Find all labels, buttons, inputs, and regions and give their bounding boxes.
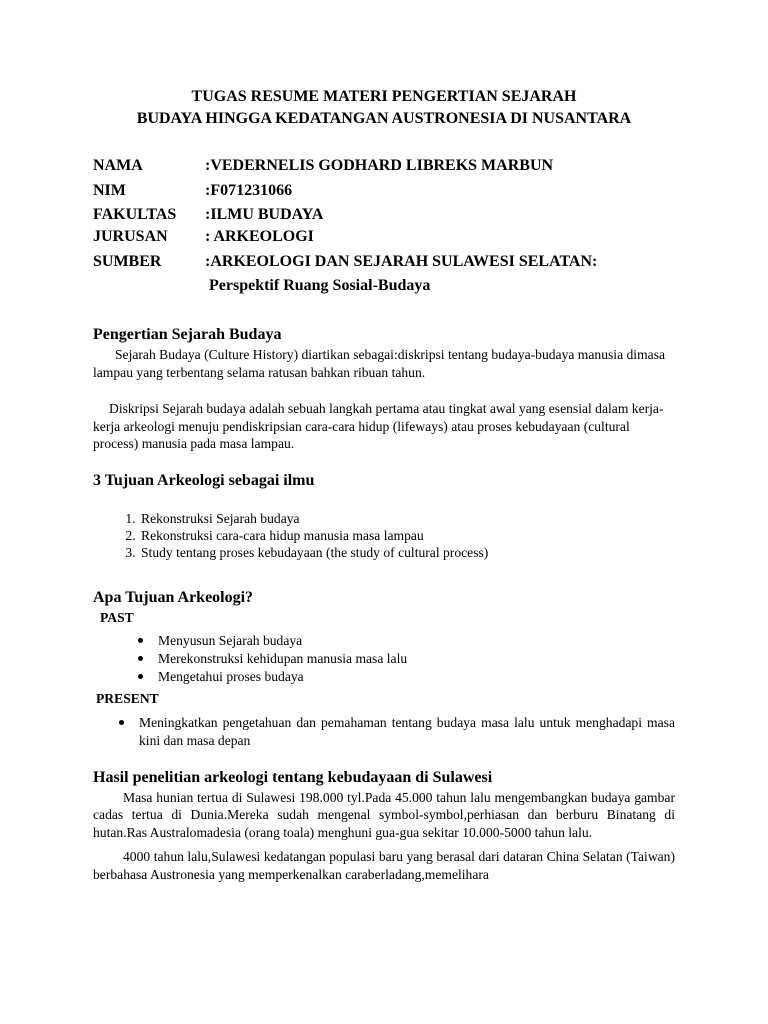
section-heading-apa-tujuan: Apa Tujuan Arkeologi?: [93, 588, 254, 606]
nama-label: NAMA: [93, 157, 143, 174]
document-title: [83, 86, 685, 130]
sumber-value: :ARKEOLOGI DAN SEJARAH SULAWESI SELATAN:: [205, 253, 598, 270]
tujuan-list: [93, 510, 675, 561]
title-line-2: BUDAYA HINGGA KEDATANGAN AUSTRONESIA DI NUSANTARA: [136, 110, 632, 127]
title-line-1: TUGAS RESUME MATERI PENGERTIAN SEJARAH: [191, 88, 577, 105]
sumber-label: SUMBER: [93, 253, 162, 270]
fakultas-value: :ILMU BUDAYA: [205, 206, 324, 223]
present-label: PRESENT: [96, 690, 159, 706]
list-item: Menyusun Sejarah budaya: [158, 632, 675, 650]
nim-row: [93, 179, 675, 203]
jurusan-row: [93, 226, 675, 248]
sumber-row: [93, 250, 675, 274]
past-list: [93, 632, 675, 686]
paragraph-masa-hunian: Masa hunian tertua di Sulawesi 198.000 tyl.Pada 45.000 tahun lalu mengembangkan budaya gambar cadas tertua di Dunia.Mereka sudah mengenal symbol-symbol,perhiasan dan berburu Binatang di hutan.Ras Australomadesia (orang toala) menghuni gua-gua sekitar 10.000-5000 tahun lalu.: [93, 789, 675, 840]
paragraph-sejarah-budaya: Sejarah Budaya (Culture History) diartikan sebagai:diskripsi tentang budaya-budaya manusia dimasa lampau yang terbentang selama ratusan bahkan ribuan tahun.: [93, 347, 666, 380]
list-item: Merekonstruksi kehidupan manusia masa lalu: [158, 650, 675, 668]
paragraph-4000-tahun: 4000 tahun lalu,Sulawesi kedatangan populasi baru yang berasal dari dataran China Selatan (Taiwan) berbahasa Austronesia yang memperkenalkan caraberladang,memelihara: [93, 849, 675, 882]
fakultas-row: [93, 204, 675, 226]
past-label: PAST: [100, 609, 134, 625]
list-item: 3. Study tentang proses kebudayaan (the study of cultural process): [139, 544, 675, 561]
document-page: [93, 86, 675, 883]
present-list: [93, 714, 675, 750]
list-item: 2. Rekonstruksi cara-cara hidup manusia masa lampau: [139, 527, 675, 544]
student-info: [93, 154, 675, 298]
section-heading-hasil-penelitian: Hasil penelitian arkeologi tentang kebudayaan di Sulawesi: [93, 768, 493, 786]
section-heading-pengertian: Pengertian Sejarah Budaya: [93, 326, 282, 343]
list-item: Meningkatkan pengetahuan dan pemahaman tentang budaya masa lalu untuk menghadapi masa kini dan masa depan: [139, 714, 675, 748]
list-item: Mengetahui proses budaya: [158, 668, 675, 686]
fakultas-label: FAKULTAS: [93, 206, 177, 223]
section-heading-tujuan: 3 Tujuan Arkeologi sebagai ilmu: [93, 471, 315, 489]
nim-value: :F071231066: [205, 182, 293, 199]
sumber-subtitle: Perspektif Ruang Sosial-Budaya: [209, 277, 431, 294]
nama-row: [93, 154, 675, 178]
jurusan-label: JURUSAN: [93, 228, 168, 245]
paragraph-diskripsi: Diskripsi Sejarah budaya adalah sebuah langkah pertama atau tingkat awal yang esensial dalam kerja-kerja arkeologi menuju pendiskripsian cara-cara hidup (lifeways) atau proses kebudayaan (cultural process) manusia pada masa lampau.: [93, 401, 664, 451]
nim-label: NIM: [93, 182, 126, 199]
nama-value: :VEDERNELIS GODHARD LIBREKS MARBUN: [205, 157, 554, 174]
jurusan-value: : ARKEOLOGI: [205, 228, 314, 245]
list-item: 1. Rekonstruksi Sejarah budaya: [139, 510, 675, 527]
